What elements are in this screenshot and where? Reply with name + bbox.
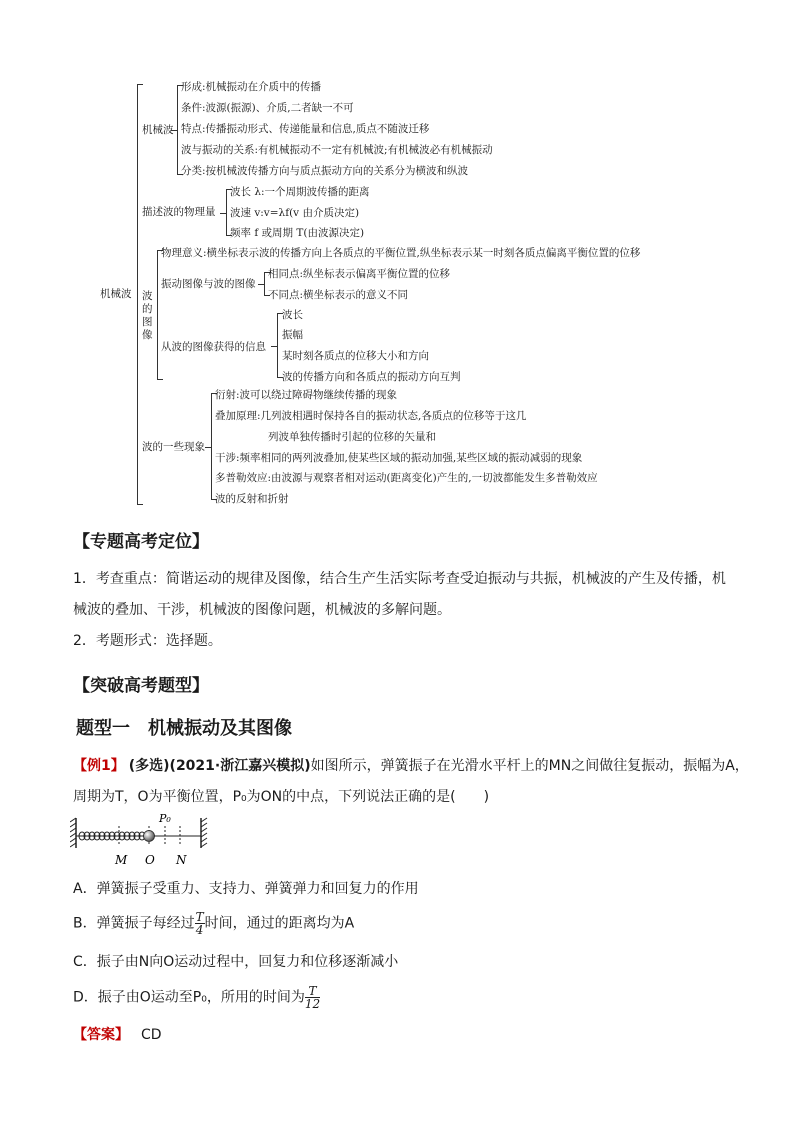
example-line-1	[73, 756, 749, 776]
g1-item-3: 特点:传播振动形式、传递能量和信息,质点不随波迁移	[181, 123, 430, 135]
answer-value: CD	[141, 1027, 162, 1043]
answer-line	[73, 1025, 162, 1045]
g3-compare-label: 振动图像与波的图像	[161, 278, 256, 290]
focus-point-1-cont: 械波的叠加、干涉，机械波的图像问题，机械波的多解问题。	[73, 602, 451, 618]
g4-item-6: 波的反射和折射	[215, 493, 289, 505]
example-source: (多选)(2021·浙江嘉兴模拟)	[128, 758, 311, 774]
option-b-pre: B．弹簧振子每经过	[73, 915, 195, 932]
section-title-breakthrough: 【突破高考题型】	[73, 676, 209, 696]
option-d	[73, 985, 320, 1010]
g3-info-label: 从波的图像获得的信息	[161, 341, 266, 353]
focus-point-1: 1．考查重点：简谐运动的规律及图像，结合生产生活实际考查受迫振动与共振，机械波的产生及传播，机	[73, 571, 726, 587]
option-b-num: T	[195, 910, 204, 924]
g1-label: 机械波	[142, 124, 174, 136]
option-d-fraction	[305, 985, 320, 1010]
g3-info-brace	[277, 313, 278, 378]
g3-compare-item-1: 相同点:纵坐标表示偏离平衡位置的位移	[268, 268, 451, 280]
spring-oscillator-figure	[70, 810, 220, 870]
label-p0: P₀	[159, 812, 171, 825]
g3-info-item-1: 波长	[282, 309, 303, 321]
mindmap-root: 机械波	[100, 288, 132, 300]
g1-item-4: 波与振动的关系:有机械振动不一定有机械波;有机械波必有机械振动	[181, 144, 493, 156]
g3-physical: 物理意义:横坐标表示波的传播方向上各质点的平衡位置,纵坐标表示某一时刻各质点偏离平衡位置的位移	[161, 247, 641, 259]
root-brace	[137, 84, 138, 505]
g2-label: 描述波的物理量	[142, 206, 216, 218]
example-stem-1: 如图所示，弹簧振子在光滑水平杆上的MN之间做往复振动，振幅为A，	[310, 758, 749, 774]
option-b-post: 时间，通过的距离均为A	[204, 915, 355, 932]
option-b-fraction	[195, 911, 205, 936]
answer-tag: 【答案】	[73, 1027, 129, 1043]
g3-info-item-2: 振幅	[282, 329, 303, 341]
option-d-pre: D．振子由O运动至P₀，所用的时间为	[73, 989, 305, 1006]
g1-brace	[177, 85, 178, 175]
g3-compare-brace	[264, 272, 265, 296]
g2-brace	[226, 189, 227, 236]
g4-item-5: 多普勒效应:由波源与观察者相对运动(距离变化)产生的,一切波都能发生多普勒效应	[215, 472, 598, 484]
g2-item-3: 频率 f 或周期 T(由波源决定)	[230, 227, 365, 239]
g4-item-1: 衍射:波可以绕过障碍物继续传播的现象	[215, 389, 398, 401]
option-c: C．振子由N向O运动过程中，回复力和位移逐渐减小	[73, 954, 399, 970]
g4-item-4: 干涉:频率相同的两列波叠加,使某些区域的振动加强,某些区域的振动减弱的现象	[215, 452, 583, 464]
example-tag: 【例1】	[73, 758, 125, 774]
option-d-num: T	[305, 985, 320, 998]
label-o: O	[145, 853, 155, 867]
g4-item-2: 叠加原理:几列波相遇时保持各自的振动状态,各质点的位移等于这几	[215, 410, 527, 422]
type1-title: 题型一 机械振动及其图像	[76, 718, 292, 739]
g2-item-2: 波速 v:v=λf(v 由介质决定)	[230, 207, 360, 219]
option-d-den: 12	[304, 997, 321, 1011]
g4-item-3: 列波单独传播时引起的位移的矢量和	[268, 431, 436, 443]
option-a: A．弹簧振子受重力、支持力、弹簧弹力和回复力的作用	[73, 881, 419, 897]
g3-info-item-3: 某时刻各质点的位移大小和方向	[282, 350, 429, 362]
g3-label: 波的图像	[142, 290, 153, 341]
option-b-den: 4	[195, 923, 204, 937]
g3-compare-item-2: 不同点:横坐标表示的意义不同	[268, 289, 409, 301]
g1-item-2: 条件:波源(振源)、介质,二者缺一不可	[181, 102, 354, 114]
g3-info-item-4: 波的传播方向和各质点的振动方向互判	[282, 371, 461, 383]
section-title-focus: 【专题高考定位】	[73, 532, 209, 552]
label-m: M	[115, 853, 128, 867]
example-line-2: 周期为T，O为平衡位置，P₀为ON的中点，下列说法正确的是( )	[73, 789, 490, 805]
focus-point-2: 2．考题形式：选择题。	[73, 633, 222, 649]
g1-item-1: 形成:机械振动在介质中的传播	[181, 81, 322, 93]
g1-item-5: 分类:按机械波传播方向与质点振动方向的关系分为横波和纵波	[181, 165, 469, 177]
g2-item-1: 波长 λ:一个周期波传播的距离	[230, 186, 370, 198]
g4-label: 波的一些现象	[142, 441, 205, 453]
option-b	[73, 911, 354, 936]
g3-brace	[157, 250, 158, 380]
label-n: N	[176, 853, 187, 867]
g4-brace	[211, 393, 212, 500]
